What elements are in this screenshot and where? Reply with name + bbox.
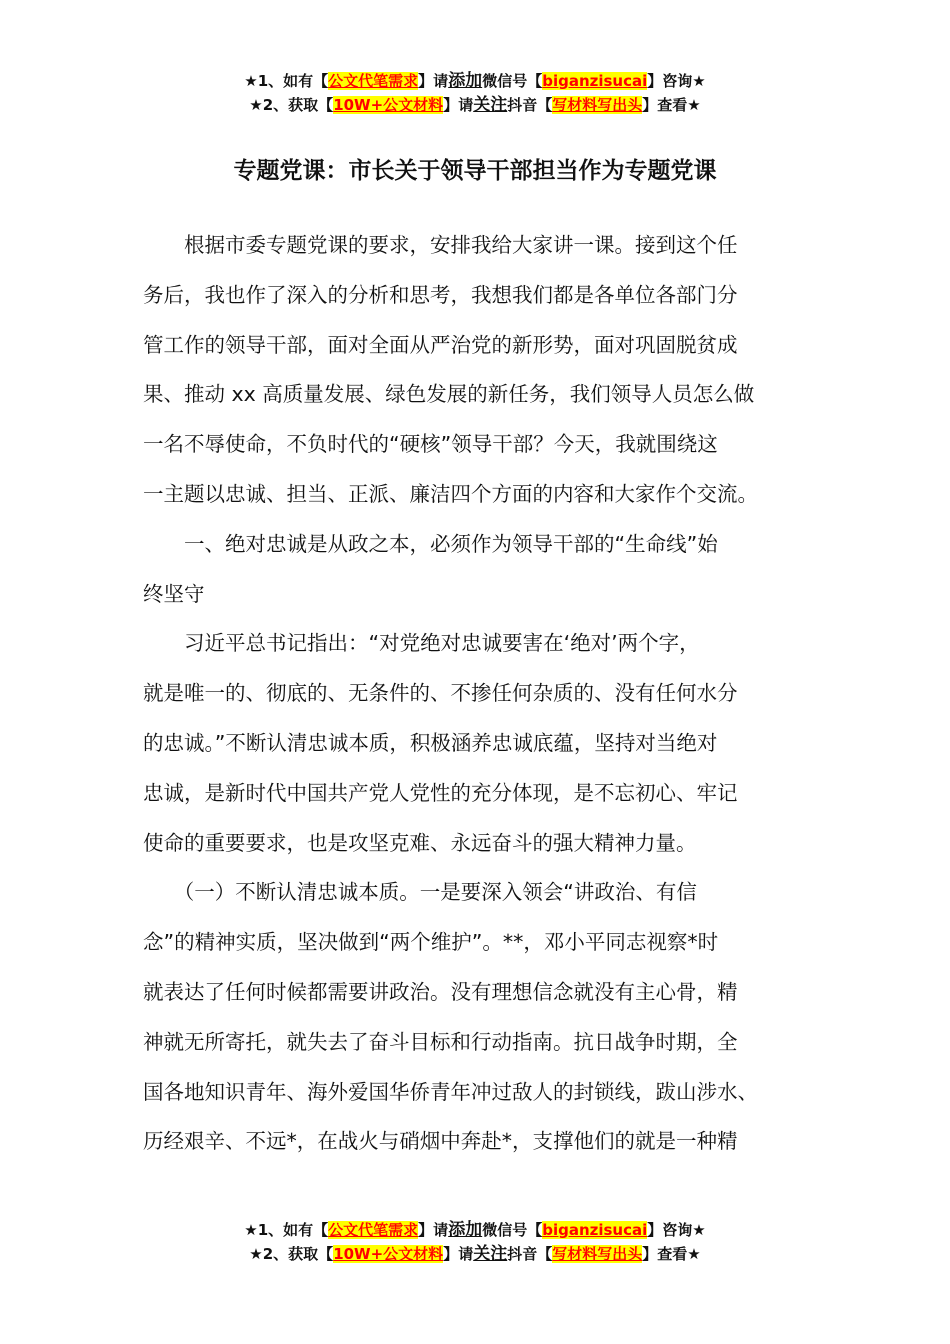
ad-highlight: 10W+公文材料 (333, 1245, 444, 1263)
ad-text: 微信号【 (482, 1221, 543, 1239)
ad-text: 微信号【 (482, 72, 543, 90)
body-text-line: 根据市委专题党课的要求，安排我给大家讲一课。接到这个任 (143, 233, 738, 257)
ad-text: 】咨询★ (647, 72, 706, 90)
ad-highlight: 公文代笔需求 (328, 72, 419, 90)
ad-text: ★1、如有【 (244, 72, 329, 90)
body-text-line: 一、绝对忠诚是从政之本，必须作为领导干部的“生命线”始 (143, 531, 718, 556)
body-text-line: 使命的重要要求，也是攻坚克难、永远奋斗的强大精神力量。 (143, 830, 697, 855)
body-text-line: 忠诚，是新时代中国共产党人党性的充分体现，是不忘初心、牢记 (143, 780, 738, 805)
ad-emphasis: 关注 (473, 95, 508, 115)
ad-highlight: 写材料写出头 (552, 96, 643, 114)
body-text-line: 念”的精神实质，坚决做到“两个维护”。**，邓小平同志视察*时 (143, 930, 719, 955)
ad-line-2 (0, 93, 950, 117)
ad-text: 】请 (418, 1221, 449, 1239)
ad-text: ★2、获取【 (249, 1245, 334, 1263)
ad-line-1 (0, 69, 950, 93)
body-text-line: 国各地知识青年、海外爱国华侨青年冲过敌人的封锁线，跋山涉水、 (143, 1079, 758, 1104)
body-text-line: 一主题以忠诚、担当、正派、廉洁四个方面的内容和大家作个交流。 (143, 481, 758, 506)
body-text-line: （一）不断认清忠诚本质。一是要深入领会“讲政治、有信 (143, 880, 697, 905)
ad-text: 抖音【 (507, 1245, 553, 1263)
ad-text: 】请 (443, 96, 474, 114)
body-text-line: 历经艰辛、不远*，在战火与硝烟中奔赴*，支撑他们的就是一种精 (143, 1129, 738, 1154)
ad-text: 】请 (443, 1245, 474, 1263)
document-body (143, 223, 813, 1169)
ad-text: 】咨询★ (647, 1221, 706, 1239)
body-text-line: 习近平总书记指出：“对党绝对忠诚要害在‘绝对’两个字， (143, 631, 700, 656)
body-text-line: 果、推动 xx 高质量发展、绿色发展的新任务，我们领导人员怎么做 (143, 382, 755, 407)
ad-line-1 (0, 1218, 950, 1242)
ad-emphasis: 添加 (448, 71, 483, 91)
body-text-line: 就表达了任何时候都需要讲政治。没有理想信念就没有主心骨，精 (143, 979, 738, 1004)
ad-header (0, 69, 950, 117)
ad-text: 】请 (418, 72, 449, 90)
ad-text: ★1、如有【 (244, 1221, 329, 1239)
body-text-line: 管工作的领导干部，面对全面从严治党的新形势，面对巩固脱贫成 (143, 332, 738, 357)
ad-highlight: 10W+公文材料 (333, 96, 444, 114)
document-title: 专题党课：市长关于领导干部担当作为专题党课 (233, 158, 717, 184)
ad-highlight: biganzisucai (542, 72, 648, 90)
ad-text: 】查看★ (642, 96, 701, 114)
ad-footer (0, 1218, 950, 1266)
ad-highlight: biganzisucai (542, 1221, 648, 1239)
ad-emphasis: 添加 (448, 1220, 483, 1240)
ad-text: ★2、获取【 (249, 96, 334, 114)
ad-highlight: 写材料写出头 (552, 1245, 643, 1263)
body-text-line: 终坚守 (143, 581, 205, 606)
body-text-line: 就是唯一的、彻底的、无条件的、不掺任何杂质的、没有任何水分 (143, 681, 738, 706)
body-text-line: 一名不辱使命，不负时代的“硬核”领导干部？今天，我就围绕这 (143, 432, 718, 457)
ad-highlight: 公文代笔需求 (328, 1221, 419, 1239)
body-text-line: 务后，我也作了深入的分析和思考，我想我们都是各单位各部门分 (143, 282, 738, 307)
body-text-line: 的忠诚。”不断认清忠诚本质，积极涵养忠诚底蕴，坚持对当绝对 (143, 730, 718, 755)
ad-text: 】查看★ (642, 1245, 701, 1263)
ad-text: 抖音【 (507, 96, 553, 114)
ad-emphasis: 关注 (473, 1244, 508, 1264)
ad-line-2 (0, 1242, 950, 1266)
body-text-line: 神就无所寄托，就失去了奋斗目标和行动指南。抗日战争时期，全 (143, 1029, 738, 1054)
